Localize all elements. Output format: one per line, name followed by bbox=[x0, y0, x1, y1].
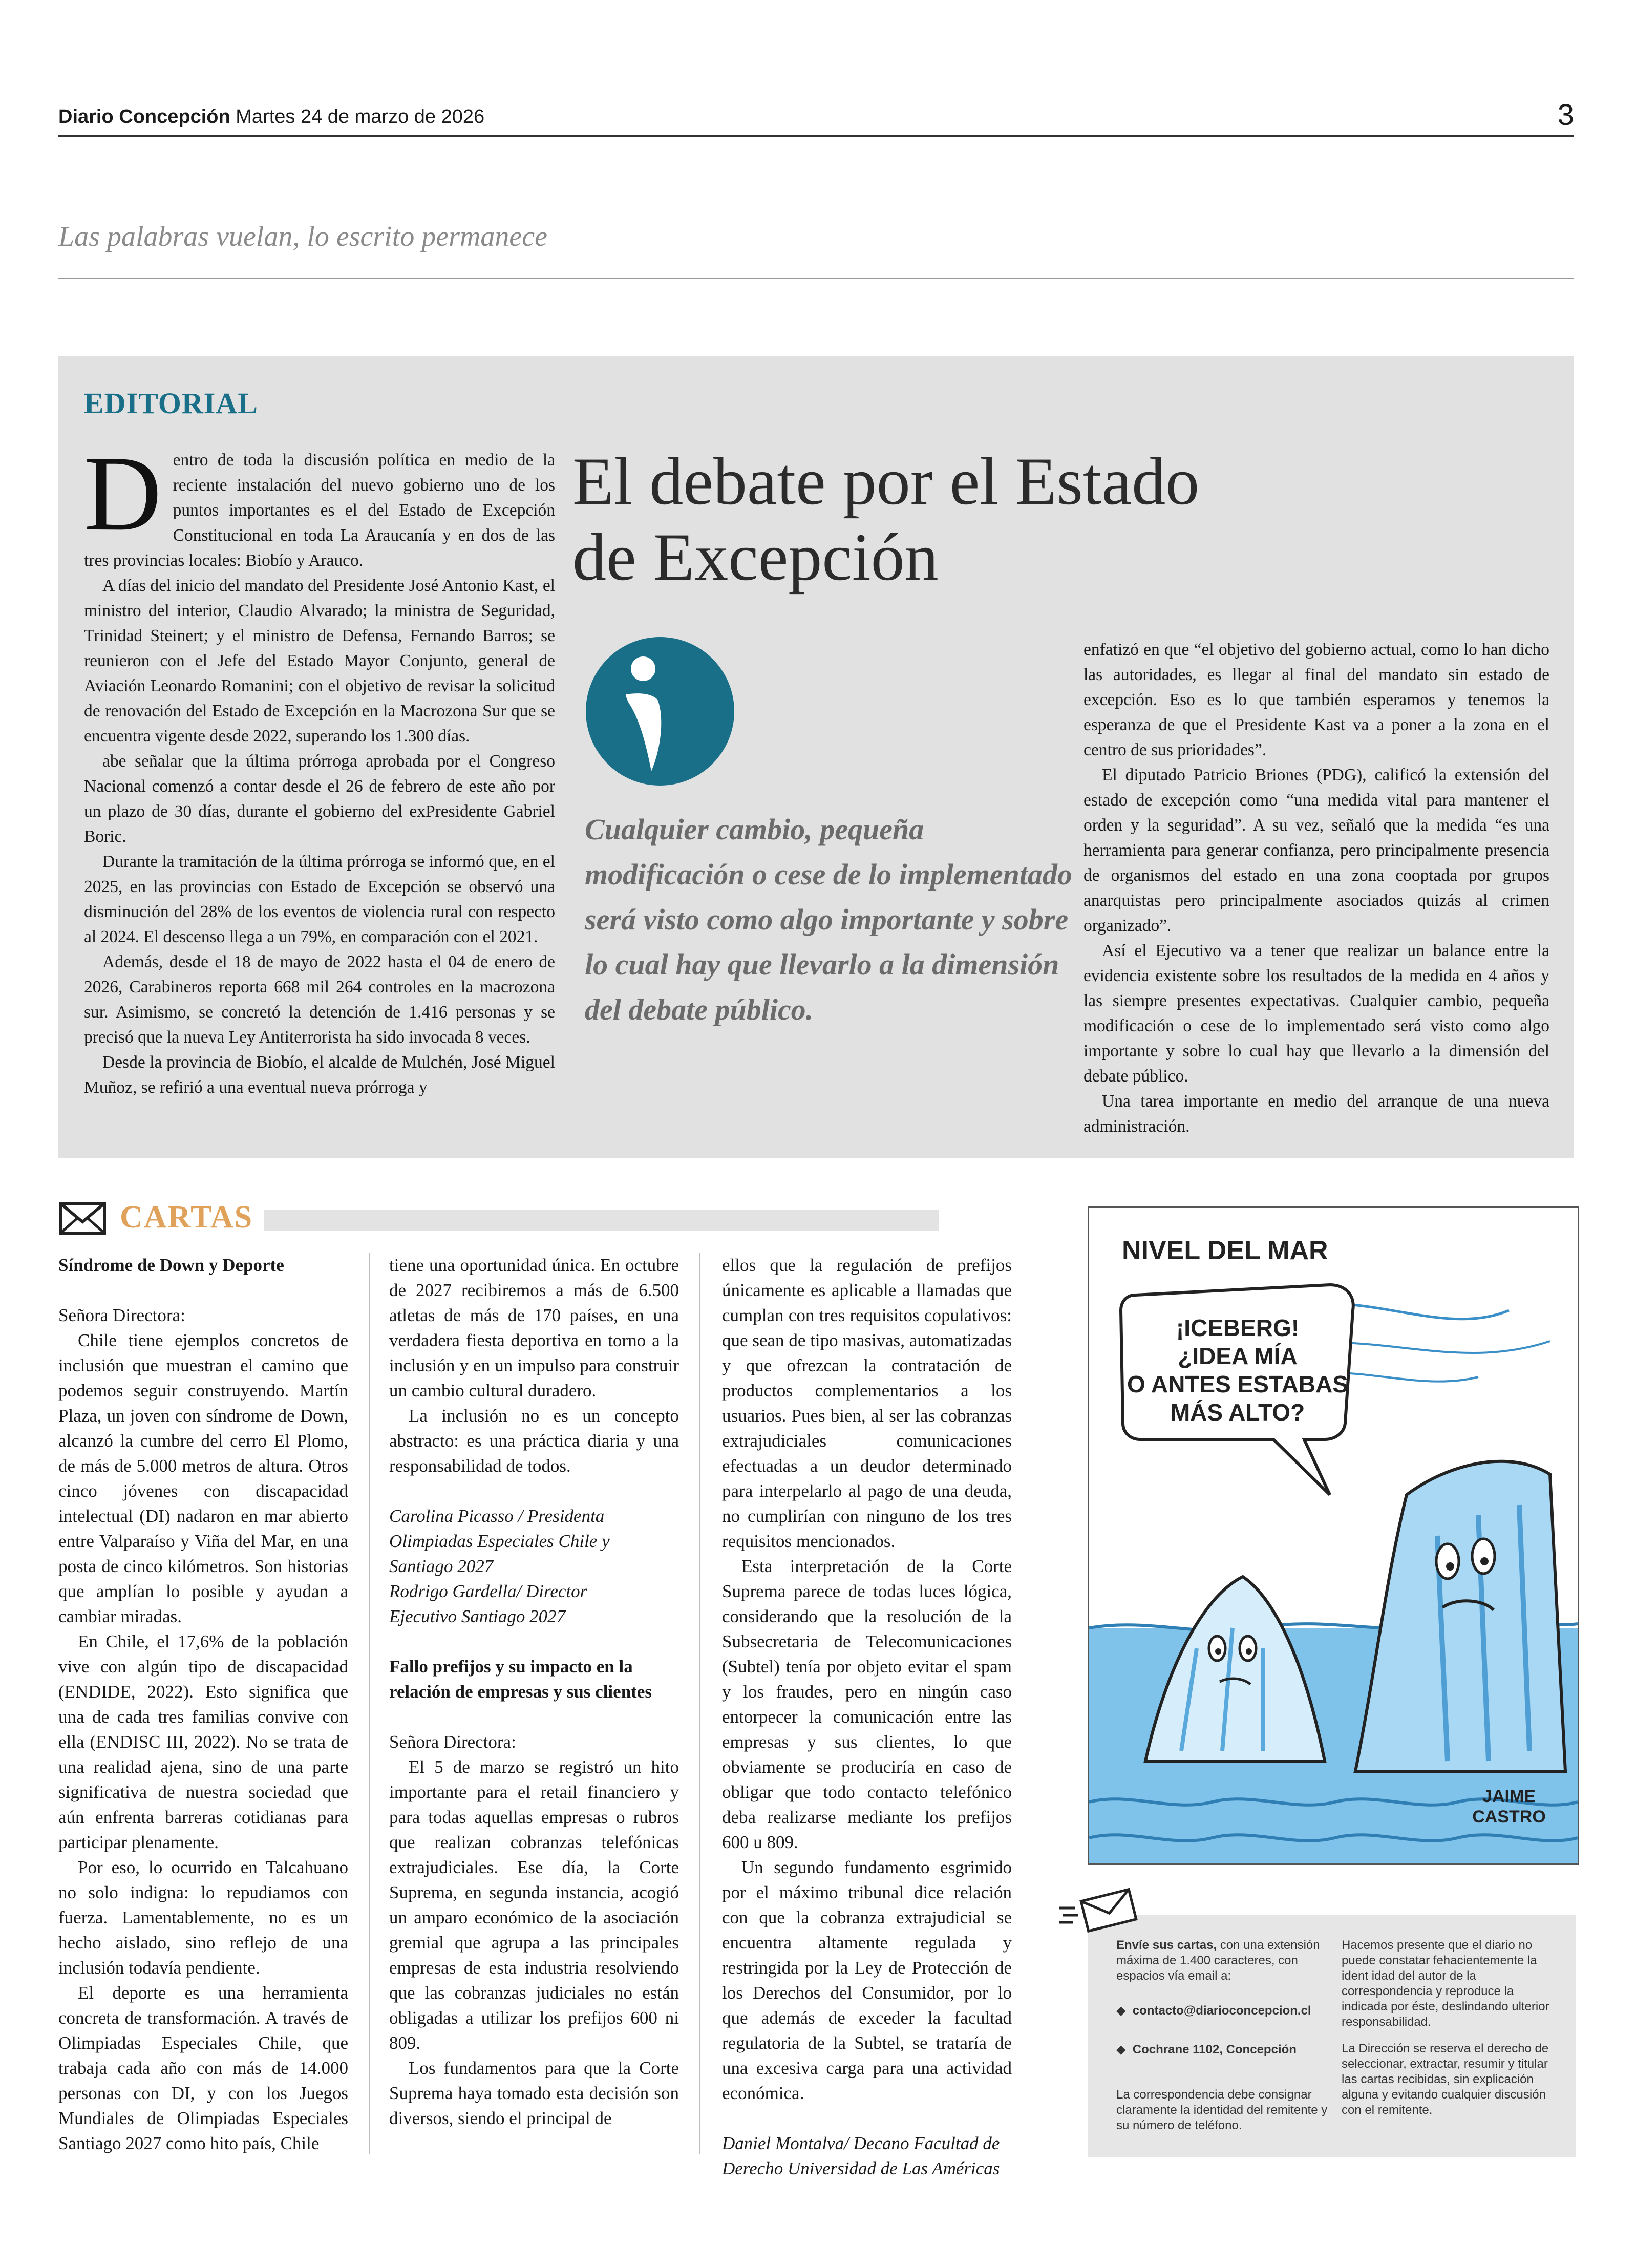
contact-email[interactable]: ◆ contacto@diarioconcepcion.cl bbox=[1116, 2004, 1311, 2018]
letter-paragraph: En Chile, el 17,6% de la población vive con algún tipo de discapacidad (ENDIDE, 2022). Esto significa que una de cada tres familias convive con ella (ENDISC III, 2022). No se trata de una realidad ajena, sino de una parte significativa de nuestra sociedad que aún enfrenta barreras cotidianas para participar plenamente. bbox=[58, 1631, 348, 1852]
letter-paragraph: Un segundo fundamento esgrimido por el máximo tribunal dice relación con que la cobranza extrajudicial se encuentra altamente regulada y restringida por la Ley de Protección de los Derechos del Consumidor, por lo que además de exceder la facultad regulatoria de la Subtel, se trataría de una excesiva carga para una actividad económica. bbox=[722, 1857, 1012, 2103]
letter-paragraph: El 5 de marzo se registró un hito importante para el retail financiero y para todas aquellas empresas o rubros que realizan cobranzas telefónicas extrajudiciales. Ese día, la Corte Suprema, en segunda instancia, acogió un amparo económico de la asociación gremial que agrupa a las principales empresas de esta industria resolviendo que las cobranzas judiciales no están obligadas a utilizar los prefijos 600 ni 809. bbox=[389, 1757, 679, 2053]
editorial-rights-notice: La Dirección se reserva el derecho de seleccionar, extractar, resumir y titular las cartas recibidas, sin explicación alguna y evitando cualquier discusión con el remitente. bbox=[1342, 2042, 1549, 2117]
editorial-paragraph: El diputado Patricio Briones (PDG), calificó la extensión del estado de excepción como “una medida vital para mantener el orden y la seguridad”. A su vez, señaló que la medida “es una herramienta para generar confianza, pero principalmente presencia de organismos del estado en una zona cooptada por grupos anarquistas pero principalmente asociados quizás al crimen organizado”. bbox=[1083, 766, 1549, 935]
cartas-header-bar bbox=[264, 1210, 939, 1231]
letter-signature-line: Derecho Universidad de Las Américas bbox=[722, 2158, 1000, 2178]
cartoon-title: NIVEL DEL MAR bbox=[1122, 1236, 1328, 1265]
letter-paragraph: Chile tiene ejemplos concretos de inclusión que muestran el camino que podemos seguir construyendo. Martín Plaza, un joven con síndrome de Down, alcanzó la cumbre del cerro El Plomo, de más de 5.000 metros de altura. Otros cinco jóvenes con discapacidad intelectual (DI) nadaron en mar abierto entre Valparaíso y Viña del Mar, en una posta de cinco kilómetros. Son historias que amplían lo posible y ayudan a cambiar miradas. bbox=[58, 1330, 348, 1626]
page-number: 3 bbox=[1557, 98, 1574, 132]
envelope-icon bbox=[58, 1201, 107, 1235]
editorial-paragraph: Durante la tramitación de la última prórroga se informó que, en el 2025, en las provincias con Estado de Excepción se observó una disminución del 28% de los eventos de violencia rural con respecto al 2024. El descenso llega a un 79%, en comparación con el 2021. bbox=[84, 852, 555, 946]
letter-title: Síndrome de Down y Deporte bbox=[58, 1255, 284, 1275]
editorial-paragraph: Dentro de toda la discusión política en medio de la reciente instalación del nuevo gobierno uno de los puntos importantes es el del Estado de Excepción Constitucional en toda La Araucanía y en dos de las tres provincias locales: Biobío y Arauco. bbox=[84, 434, 555, 570]
editorial-paragraph: A días del inicio del mandato del Presidente José Antonio Kast, el ministro del interior, Claudio Alvarado; la ministra de Seguridad, Trinidad Steinert; y el ministro de Defensa, Fernando Barros; se reunieron con el Jefe del Estado Mayor Conjunto, general de Aviación Leonardo Romanini; con el objetivo de revisar la solicitud de renovación del Estado de Excepción en la Macrozona Sur que se encuentra vigente desde 2022, superando los 1.300 días. bbox=[84, 576, 555, 746]
issue-date: Martes 24 de marzo de 2026 bbox=[236, 106, 485, 128]
editorial-pull-quote: Cualquier cambio, pequeña modificación o cese de lo implementado será visto como algo importante y sobre lo cual hay que llevarlo a la dimensión del debate público. bbox=[585, 813, 1072, 1026]
editorial-headline: El debate por el Estado de Excepción bbox=[572, 443, 1200, 595]
send-letters-box bbox=[1088, 1915, 1576, 2157]
drop-cap: D bbox=[84, 434, 162, 553]
letter-signature-line: Ejecutivo Santiago 2027 bbox=[389, 1606, 566, 1626]
cartoon-panel bbox=[1088, 1206, 1579, 1865]
editorial-column-1 bbox=[84, 434, 555, 1100]
cartoon-speech-line: ¡ICEBERG! bbox=[1176, 1315, 1300, 1341]
send-instructions: Envíe sus cartas, con una extensión máxima de 1.400 caracteres, con espacios vía email a: bbox=[1116, 1938, 1320, 1983]
iceberg-cartoon-illustration bbox=[1089, 1208, 1578, 1863]
editorial-paragraph: Desde la provincia de Biobío, el alcalde de Mulchén, José Miguel Muñoz, se refirió a una eventual nueva prórroga y bbox=[84, 1053, 555, 1097]
letters-column-3 bbox=[722, 1253, 1012, 2181]
slogan-divider bbox=[58, 278, 1574, 279]
editorial-paragraph: enfatizó en que “el objetivo del gobierno actual, como lo han dicho las autoridades, es llegar al final del mandato sin estado de excepción. Eso es lo que también esperamos y tenemos la esperanza de que el Presidente Kast va a poner a la zona en el centro de sus prioridades”. bbox=[1083, 640, 1549, 759]
editorial-paragraph: Así el Ejecutivo va a tener que realizar un balance entre la evidencia existente sobre los resultados de la medida en 4 años y las siempre presentes expectativas. Cualquier cambio, pequeña modificación o cese de lo implementado será visto como algo importante y sobre lo cual hay que llevarlo a la dimensión del debate público. bbox=[1083, 941, 1549, 1086]
letter-paragraph: ellos que la regulación de prefijos únicamente es aplicable a llamadas que cumplan con tres requisitos copulativos: que sean de tipo masivas, automatizadas y que ofrezcan la contratación de productos complementarios a los usuarios. Pues bien, al ser las cobranzas extrajudiciales comunicaciones efectuadas a un deudor determinado para interpelarlo al pago de una deuda, no cumplirían con ninguno de los tres requisitos mencionados. bbox=[722, 1255, 1012, 1551]
editorial-box bbox=[58, 356, 1574, 1158]
letter-signature-line: Rodrigo Gardella/ Director bbox=[389, 1581, 587, 1601]
paper-name: Diario Concepción bbox=[58, 106, 230, 128]
cartoon-speech-line: O ANTES ESTABAS bbox=[1127, 1371, 1348, 1397]
editorial-paragraph: Una tarea importante en medio del arranque de una nueva administración. bbox=[1083, 1092, 1549, 1136]
letter-paragraph: La inclusión no es un concepto abstracto: es una práctica diaria y una responsabilidad de todos. bbox=[389, 1406, 679, 1476]
letter-paragraph: Los fundamentos para que la Corte Suprema haya tomado esta decisión son diversos, siendo el principal de bbox=[389, 2058, 679, 2128]
letters-column-2 bbox=[389, 1253, 679, 2131]
column-divider bbox=[369, 1253, 370, 2154]
identity-disclaimer: Hacemos presente que el diario no puede constatar fehacientemente la ident idad del autor de la correspondencia y reproduce la indicada por éste, deslindando ulterior responsabilidad. bbox=[1342, 1938, 1549, 2029]
letter-salutation: Señora Directora: bbox=[58, 1305, 185, 1325]
header-masthead bbox=[58, 101, 484, 132]
editorial-column-3 bbox=[1083, 637, 1549, 1139]
letter-paragraph: El deporte es una herramienta concreta de transformación. A través de Olimpiadas Especiales Chile, que trabaja cada año con más de 14.000 personas con DI, y con los Juegos Mundiales de Olimpiadas Especiales Santiago 2027 como hito país, Chile bbox=[58, 1983, 348, 2153]
cartoon-signature: JAIME bbox=[1482, 1787, 1536, 1806]
letter-signature-line: Daniel Montalva/ Decano Facultad de bbox=[722, 2133, 1000, 2153]
flying-envelope-icon bbox=[1058, 1882, 1140, 1934]
contact-address: ◆ Cochrane 1102, Concepción bbox=[1116, 2043, 1297, 2057]
section-slogan: Las palabras vuelan, lo escrito permanece bbox=[58, 221, 547, 252]
editorial-paragraph: abe señalar que la última prórroga aprobada por el Congreso Nacional comenzó a contar desde el 26 de febrero de este año por un plazo de 30 días, durante el gobierno del exPresidente Gabriel Boric. bbox=[84, 752, 555, 846]
cartoon-speech-line: ¿IDEA MÍA bbox=[1178, 1343, 1298, 1369]
letter-title: Fallo prefijos y su impacto en la relación de empresas y sus clientes bbox=[389, 1657, 652, 1702]
cartas-label: CARTAS bbox=[120, 1200, 253, 1235]
cartoon-speech-line: MÁS ALTO? bbox=[1170, 1399, 1305, 1426]
editorial-paragraph: Además, desde el 18 de mayo de 2022 hasta el 04 de enero de 2026, Carabineros reporta 668 mil 264 controles en la macrozona sur. Asimismo, se concretó la detención de 1.416 personas y se precisó que la nueva Ley Antiterrorista ha sido invocada 8 veces. bbox=[84, 952, 555, 1047]
page-header bbox=[58, 98, 1574, 137]
letter-paragraph: tiene una oportunidad única. En octubre de 2027 recibiremos a más de 6.500 atletas de más de 170 países, en una verdadera fiesta deportiva en torno a la inclusión y en un impulso para construir un cambio cultural duradero. bbox=[389, 1255, 679, 1401]
letter-paragraph: Esta interpretación de la Corte Suprema parece de todas luces lógica, considerando que la resolución de la Subsecretaria de Telecomunicaciones (Subtel) tenía por objeto evitar el spam y los fraudes, pero en ningún caso entorpecer la comunicación entre las empresas y sus clientes, lo que obviamente se produciría en caso de obligar que todo contacto telefónico deba realizarse mediante los prefijos 600 u 809. bbox=[722, 1556, 1012, 1852]
correspondence-note: La correspondencia debe consignar claramente la identidad del remitente y su número de teléfono. bbox=[1116, 2088, 1328, 2132]
info-icon bbox=[586, 637, 734, 786]
cartoon-signature: CASTRO bbox=[1472, 1807, 1546, 1827]
letters-column-1 bbox=[58, 1253, 348, 2156]
letter-signature-line: Santiago 2027 bbox=[389, 1556, 494, 1576]
cartas-header bbox=[58, 1198, 939, 1239]
letter-paragraph: Por eso, lo ocurrido en Talcahuano no solo indigna: lo repudiamos con fuerza. Lamentablemente, no es un hecho aislado, sino reflejo de una inclusión todavía pendiente. bbox=[58, 1857, 348, 1978]
letter-signature-line: Carolina Picasso / Presidenta bbox=[389, 1506, 605, 1526]
column-divider bbox=[699, 1253, 700, 2154]
letter-signature-line: Olimpiadas Especiales Chile y bbox=[389, 1531, 610, 1551]
letter-salutation: Señora Directora: bbox=[389, 1732, 516, 1752]
editorial-label: EDITORIAL bbox=[84, 387, 258, 420]
